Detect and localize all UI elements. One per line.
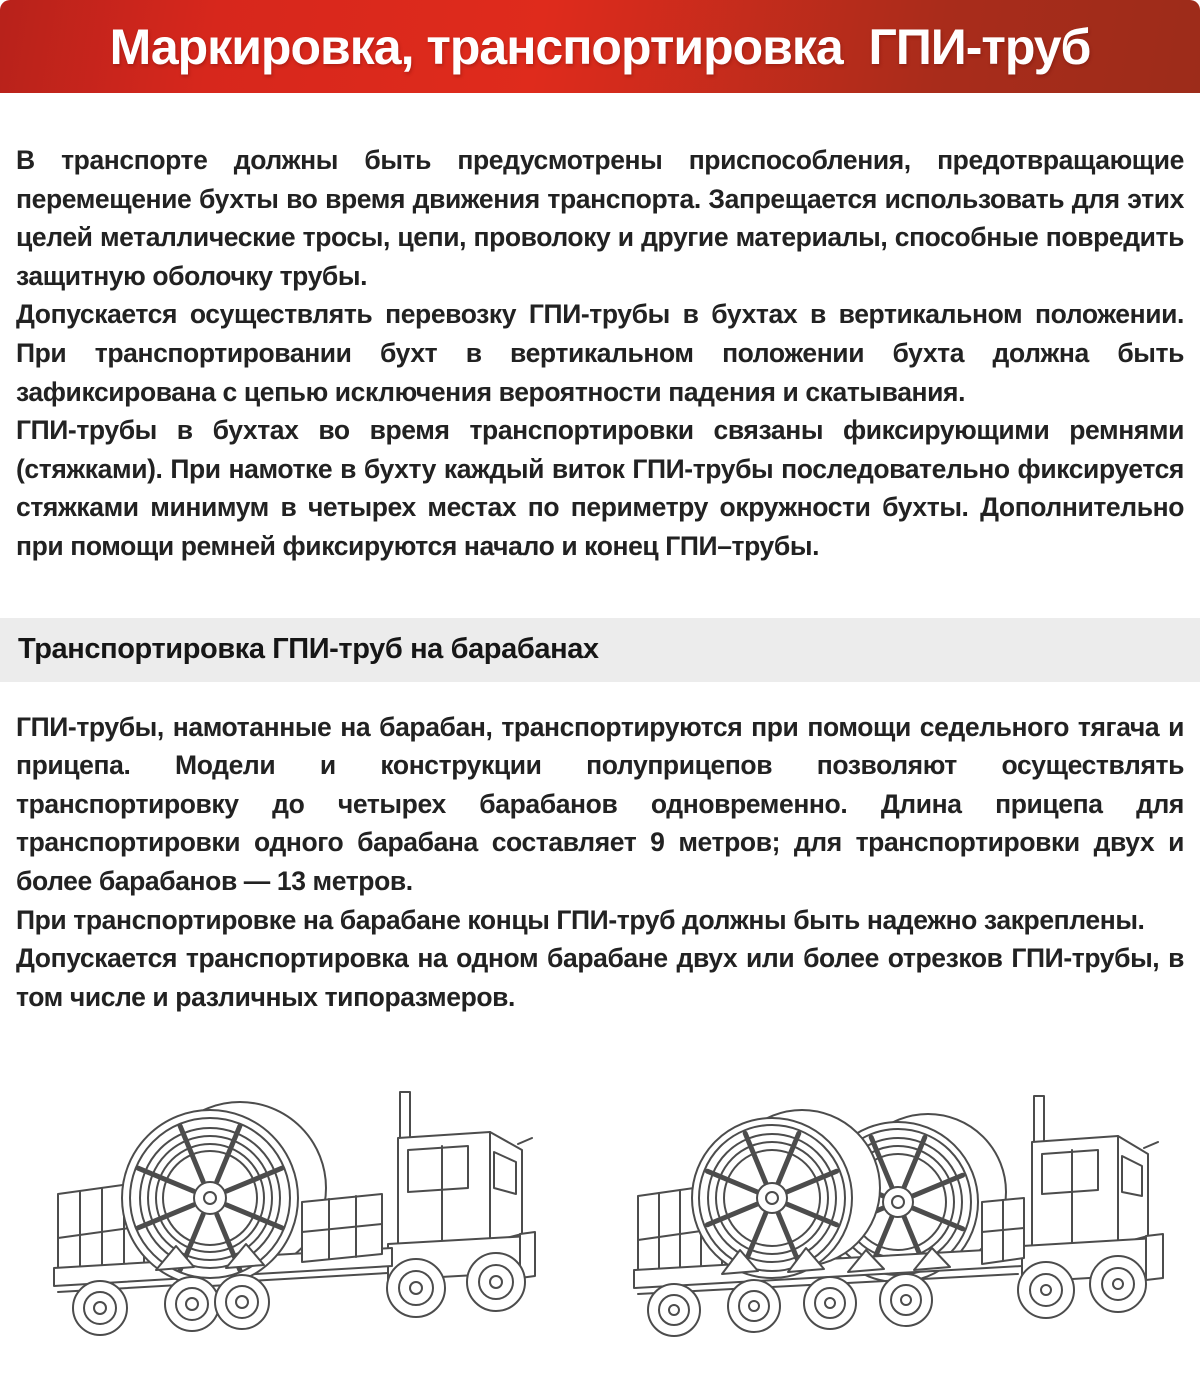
intro-section [16,141,1184,566]
truck-one-drum-illustration [44,1076,536,1342]
paragraph-drum-truck: ГПИ-трубы, намотанные на барабан, транспортируются при помощи седельного тягача и прицепа. Модели и конструкции полуприцепов позволяют осуществлять транспортировку до четырех барабанов одновременно. Длина прицепа для транспортировки одного барабана составляет 9 метров; для транспортировки двух и более барабанов — 13 метров. [16,711,1184,896]
section-heading: Транспортировка ГПИ-труб на барабанах [18,633,599,666]
paragraph-transport-devices: В транспорте должны быть предусмотрены приспособления, предотвращающие перемещение бухты во время движения транспорта. Запрещается использовать для этих целей металлические тросы, цепи, проволоку и другие материалы, способные повредить защитную оболочку трубы. [16,145,1184,291]
content [0,141,1200,566]
truck-two-drums-illustration [626,1082,1164,1344]
drum-transport-section [0,708,1200,1017]
paragraph-coil-straps: ГПИ-трубы в бухтах во время транспортировки связаны фиксирующими ремнями (стяжками). При намотке в бухту каждый виток ГПИ-трубы последовательно фиксируется стяжками минимум в четырех местах по периметру окружности бухты. Дополнительно при помощи ремней фиксируются начало и конец ГПИ–трубы. [16,415,1184,561]
figure-truck-two-drums [626,1082,1164,1344]
paragraph-drum-multiple-segments: Допускается транспортировка на одном барабане двух или более отрезков ГПИ-трубы, в том числе и различных типоразмеров. [16,943,1184,1012]
section-heading-band [0,618,1200,682]
page-title: Маркировка, транспортировка ГПИ-труб [109,18,1091,75]
paragraph-drum-ends-fixed: При транспортировке на барабане концы ГПИ-труб должны быть надежно закреплены. [16,904,1145,935]
page-title-banner [0,0,1200,93]
figures-row [0,1076,1200,1344]
figure-truck-one-drum [44,1076,536,1342]
paragraph-vertical-transport: Допускается осуществлять перевозку ГПИ-трубы в бухтах в вертикальном положении. При транспортировании бухт в вертикальном положении бухта должна быть зафиксирована с цепью исключения вероятности падения и скатывания. [16,299,1184,407]
